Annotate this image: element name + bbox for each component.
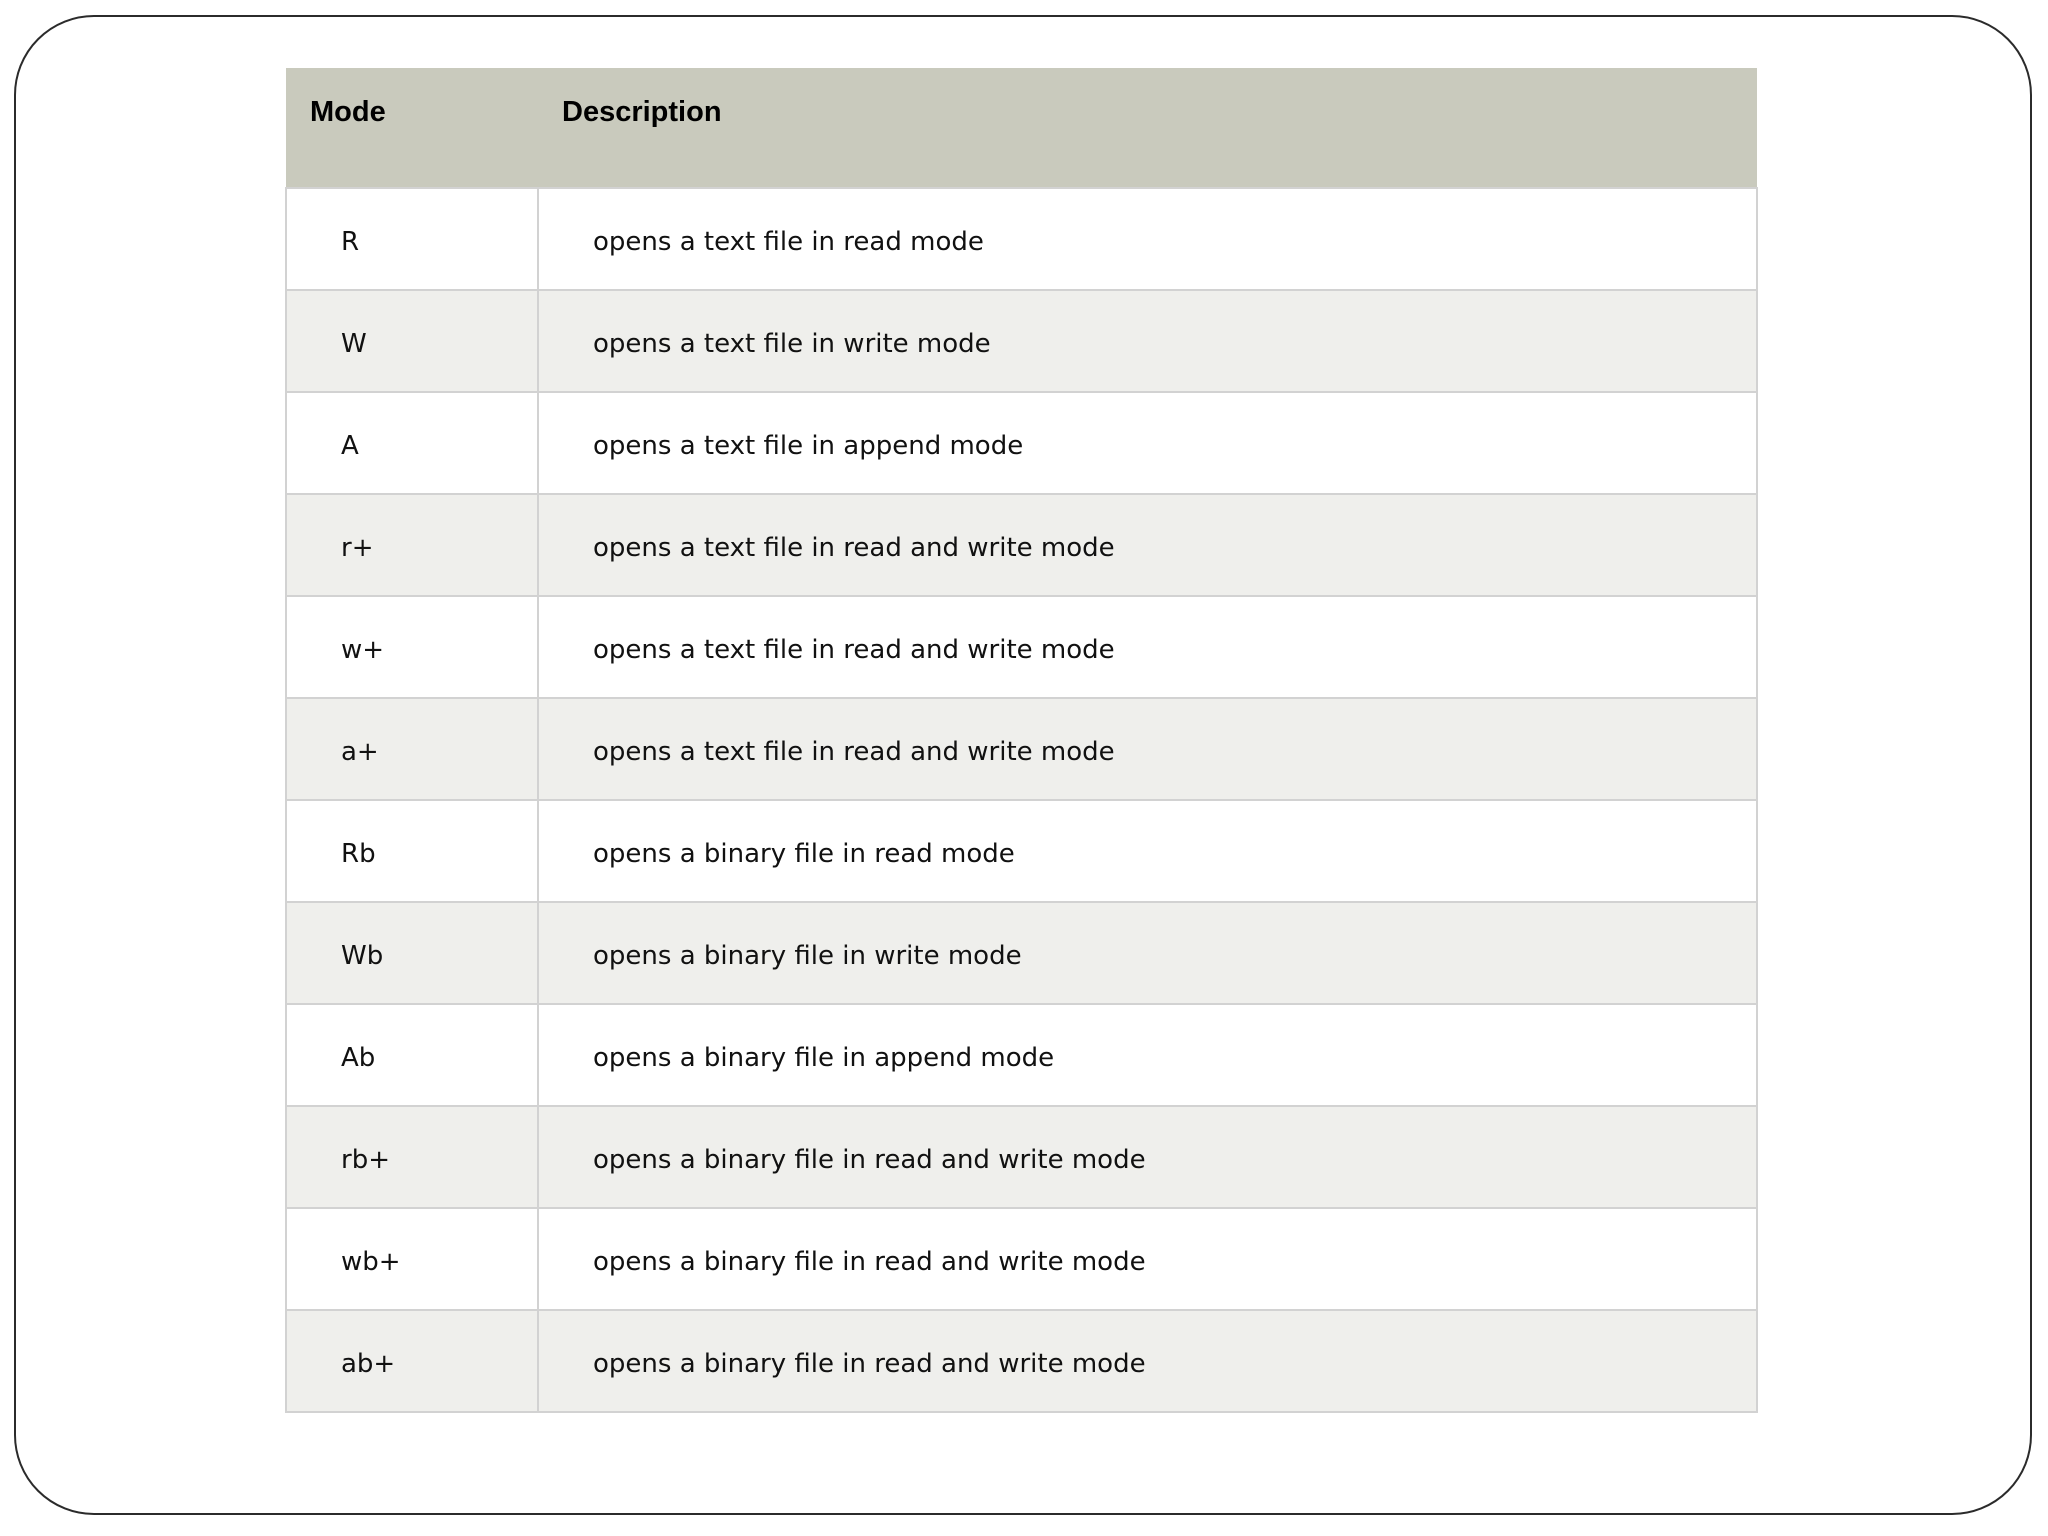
mode-cell: Wb	[286, 902, 538, 1004]
description-cell: opens a binary file in read and write mode	[538, 1208, 1757, 1310]
mode-cell: r+	[286, 494, 538, 596]
mode-cell: wb+	[286, 1208, 538, 1310]
description-cell: opens a text file in append mode	[538, 392, 1757, 494]
description-cell: opens a text file in read and write mode	[538, 698, 1757, 800]
mode-cell: W	[286, 290, 538, 392]
mode-cell: a+	[286, 698, 538, 800]
mode-cell: R	[286, 188, 538, 290]
description-cell: opens a binary file in write mode	[538, 902, 1757, 1004]
description-cell: opens a text file in read and write mode	[538, 494, 1757, 596]
description-cell: opens a text file in write mode	[538, 290, 1757, 392]
table-row	[286, 902, 1757, 1004]
description-cell: opens a binary file in read and write mode	[538, 1310, 1757, 1412]
table-row	[286, 1004, 1757, 1106]
mode-cell: Rb	[286, 800, 538, 902]
header-description: Description	[538, 68, 1757, 188]
table-row	[286, 698, 1757, 800]
description-cell: opens a binary file in read and write mode	[538, 1106, 1757, 1208]
mode-cell: A	[286, 392, 538, 494]
table-row	[286, 392, 1757, 494]
file-modes-table-container	[285, 68, 1756, 1413]
table-row	[286, 596, 1757, 698]
file-modes-table	[285, 68, 1758, 1413]
mode-cell: w+	[286, 596, 538, 698]
description-cell: opens a text file in read and write mode	[538, 596, 1757, 698]
description-cell: opens a binary file in read mode	[538, 800, 1757, 902]
table-row	[286, 290, 1757, 392]
table-header-row	[286, 68, 1757, 188]
table-row	[286, 1310, 1757, 1412]
table-row	[286, 1208, 1757, 1310]
mode-cell: ab+	[286, 1310, 538, 1412]
description-cell: opens a binary file in append mode	[538, 1004, 1757, 1106]
table-row	[286, 188, 1757, 290]
header-mode: Mode	[286, 68, 538, 188]
table-row	[286, 1106, 1757, 1208]
slide-frame	[14, 15, 2032, 1515]
table-row	[286, 800, 1757, 902]
mode-cell: Ab	[286, 1004, 538, 1106]
table-row	[286, 494, 1757, 596]
mode-cell: rb+	[286, 1106, 538, 1208]
description-cell: opens a text file in read mode	[538, 188, 1757, 290]
